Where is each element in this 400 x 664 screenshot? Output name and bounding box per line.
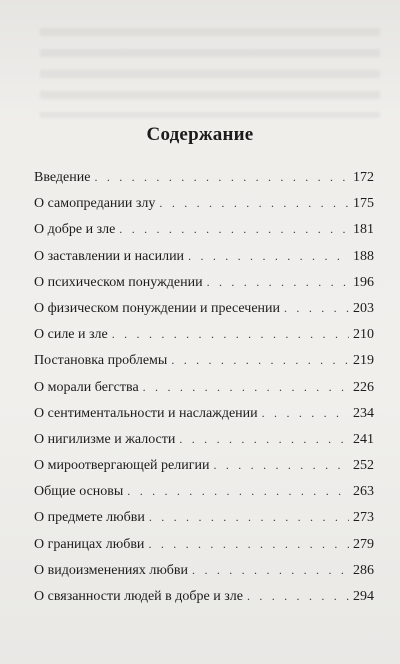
- toc-entry-page: 273: [353, 510, 374, 526]
- dot-leader: [188, 249, 349, 264]
- toc-entry-title: О морали бегства: [34, 379, 139, 395]
- toc-entry: [34, 380, 374, 406]
- show-through-text: [40, 28, 380, 118]
- toc-entry-page: 181: [353, 222, 374, 238]
- dot-leader: [148, 537, 349, 552]
- toc-entry-page: 294: [353, 589, 374, 604]
- toc-entry: [34, 327, 374, 353]
- page-title: Содержание: [146, 124, 254, 145]
- toc-entry-page: 226: [353, 379, 374, 395]
- toc-entry-title: Постановка проблемы: [34, 353, 168, 369]
- dot-leader: [127, 484, 349, 499]
- toc-entry-page: 286: [353, 562, 374, 578]
- dot-leader: [192, 563, 349, 578]
- dot-leader: [207, 275, 349, 290]
- dot-leader: [149, 510, 349, 525]
- dot-leader: [179, 432, 349, 447]
- toc-entry: [34, 196, 374, 222]
- toc-entry-page: 279: [353, 536, 374, 552]
- toc-entry-title: О видоизменениях любви: [34, 562, 189, 578]
- dot-leader: [112, 327, 349, 342]
- toc-entry: [34, 589, 374, 615]
- toc-entry-title: О мироотвергающей религии: [34, 458, 210, 474]
- toc-entry-title: О предмете любви: [34, 510, 145, 526]
- toc-entry: [34, 432, 374, 458]
- toc-entry-page: 196: [353, 274, 374, 290]
- dot-leader: [247, 589, 349, 604]
- dot-leader: [171, 353, 349, 368]
- dot-leader: [94, 170, 349, 185]
- toc-entry-title: О границах любви: [34, 536, 145, 552]
- toc-entry: [34, 537, 374, 563]
- toc-entry-title: Общие основы: [34, 484, 124, 500]
- toc-entry-page: 241: [353, 431, 374, 447]
- dot-leader: [159, 196, 349, 211]
- toc-entry: [34, 458, 374, 484]
- toc-entry-title: О физическом понуждении и пресечении: [34, 300, 281, 316]
- toc-entry-title: О силе и зле: [34, 327, 108, 343]
- dot-leader: [213, 458, 349, 473]
- toc-entry-page: 219: [353, 353, 374, 369]
- toc-entry-page: 203: [353, 300, 374, 316]
- toc-entry-title: О психическом понуждении: [34, 274, 203, 290]
- toc-entry: [34, 222, 374, 248]
- toc-entry: [34, 170, 374, 196]
- toc-entry: [34, 249, 374, 275]
- toc-entry-page: 263: [353, 484, 374, 500]
- toc-entry-title: О нигилизме и жалости: [34, 431, 176, 447]
- toc-entry-title: О добре и зле: [34, 222, 116, 238]
- table-of-contents: [34, 170, 374, 615]
- toc-entry-title: О заставлении и насилии: [34, 248, 185, 264]
- toc-entry-title: О самопредании злу: [34, 196, 156, 212]
- toc-entry: [34, 353, 374, 379]
- toc-entry-title: О сентиментальности и наслаждении: [34, 405, 258, 421]
- toc-entry-page: 234: [353, 405, 374, 421]
- dot-leader: [262, 406, 349, 421]
- dot-leader: [143, 380, 349, 395]
- toc-entry-page: 210: [353, 327, 374, 343]
- toc-entry: [34, 563, 374, 589]
- toc-entry: [34, 510, 374, 536]
- toc-entry: [34, 484, 374, 510]
- dot-leader: [119, 222, 349, 237]
- toc-entry-title: Введение: [34, 170, 91, 185]
- toc-entry-title: О связанности людей в добре и зле: [34, 589, 243, 604]
- toc-entry: [34, 275, 374, 301]
- toc-entry-page: 172: [353, 170, 374, 185]
- toc-entry: [34, 406, 374, 432]
- toc-entry-page: 188: [353, 248, 374, 264]
- toc-entry-page: 175: [353, 196, 374, 212]
- dot-leader: [284, 301, 349, 316]
- toc-entry: [34, 301, 374, 327]
- toc-entry-page: 252: [353, 458, 374, 474]
